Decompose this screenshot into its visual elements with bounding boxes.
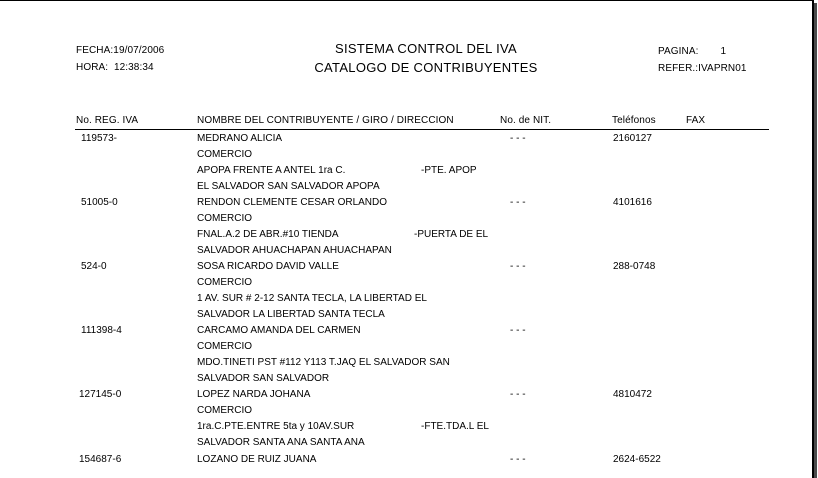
giro: COMERCIO [197, 213, 252, 224]
col-header-reg-iva: No. REG. IVA [76, 115, 139, 126]
direccion-line1: 1ra.C.PTE.ENTRE 5ta y 10AV.SUR [197, 421, 355, 432]
giro: COMERCIO [197, 149, 252, 160]
direccion-line2: SALVADOR SAN SALVADOR [197, 373, 330, 384]
direccion-line1: MDO.TINETI PST #112 Y113 T.JAQ EL SALVADOR SAN [197, 357, 450, 368]
pagina-label: PAGINA: [658, 46, 699, 57]
hora-label: HORA: [76, 62, 109, 73]
contribuyente-nombre: SOSA RICARDO DAVID VALLE [197, 261, 339, 272]
nit-value: - - - [510, 133, 526, 144]
reg-iva: 154687-6 [79, 454, 122, 465]
nit-value: - - - [510, 454, 526, 465]
page-shadow [814, 3, 817, 478]
hora-line [76, 62, 154, 73]
contribuyente-nombre: LOZANO DE RUIZ JUANA [197, 454, 317, 465]
telefono: 4101616 [613, 197, 652, 208]
report-subtitle: CATALOGO DE CONTRIBUYENTES [314, 60, 538, 75]
direccion-line1-cont: -PTE. APOP [421, 165, 477, 176]
telefono: 4810472 [613, 389, 652, 400]
telefono: 2160127 [613, 133, 652, 144]
nit-value: - - - [510, 389, 526, 400]
col-header-fax: FAX [686, 115, 706, 126]
nit-value: - - - [510, 197, 526, 208]
reg-iva: 111398-4 [81, 325, 122, 336]
direccion-line1: 1 AV. SUR # 2-12 SANTA TECLA, LA LIBERTAD EL [197, 293, 427, 304]
reg-iva: 119573- [81, 133, 117, 144]
telefono: 2624-6522 [613, 454, 661, 465]
reg-iva: 51005-0 [81, 197, 118, 208]
header-rule [75, 129, 769, 130]
fecha-label: FECHA: [76, 45, 114, 56]
giro: COMERCIO [197, 277, 252, 288]
pagina-line [658, 46, 726, 57]
reg-iva: 127145-0 [79, 389, 122, 400]
direccion-line1: APOPA FRENTE A ANTEL 1ra C. [197, 165, 346, 176]
direccion-line1-cont: -FTE.TDA.L EL [421, 421, 489, 432]
direccion-line1: FNAL.A.2 DE ABR.#10 TIENDA [197, 229, 339, 240]
refer-label: REFER.: [658, 63, 699, 74]
fecha-value: 19/07/2006 [113, 45, 165, 56]
reg-iva: 524-0 [81, 261, 107, 272]
direccion-line1-cont: -PUERTA DE EL [414, 229, 489, 240]
refer-line [658, 63, 747, 74]
col-header-telefonos: Teléfonos [612, 115, 656, 126]
giro: COMERCIO [197, 405, 252, 416]
direccion-line2: SALVADOR AHUACHAPAN AHUACHAPAN [197, 245, 392, 256]
contribuyente-nombre: RENDON CLEMENTE CESAR ORLANDO [197, 197, 388, 208]
nit-value: - - - [510, 325, 526, 336]
nit-value: - - - [510, 261, 526, 272]
direccion-line2: EL SALVADOR SAN SALVADOR APOPA [197, 181, 380, 192]
col-header-nit: No. de NIT. [500, 115, 552, 126]
col-header-nombre: NOMBRE DEL CONTRIBUYENTE / GIRO / DIRECCION [197, 115, 454, 126]
giro: COMERCIO [197, 341, 252, 352]
hora-value: 12:38:34 [113, 62, 154, 73]
pagina-value: 1 [720, 46, 727, 57]
contribuyente-nombre: CARCAMO AMANDA DEL CARMEN [197, 325, 361, 336]
telefono: 288-0748 [613, 261, 656, 272]
contribuyente-nombre: MEDRANO ALICIA [197, 133, 283, 144]
direccion-line2: SALVADOR SANTA ANA SANTA ANA [197, 437, 365, 448]
refer-value: IVAPRN01 [698, 63, 747, 74]
fecha-line [76, 45, 164, 56]
direccion-line2: SALVADOR LA LIBERTAD SANTA TECLA [197, 309, 385, 320]
report-title: SISTEMA CONTROL DEL IVA [335, 41, 517, 56]
contribuyente-nombre: LOPEZ NARDA JOHANA [197, 389, 311, 400]
